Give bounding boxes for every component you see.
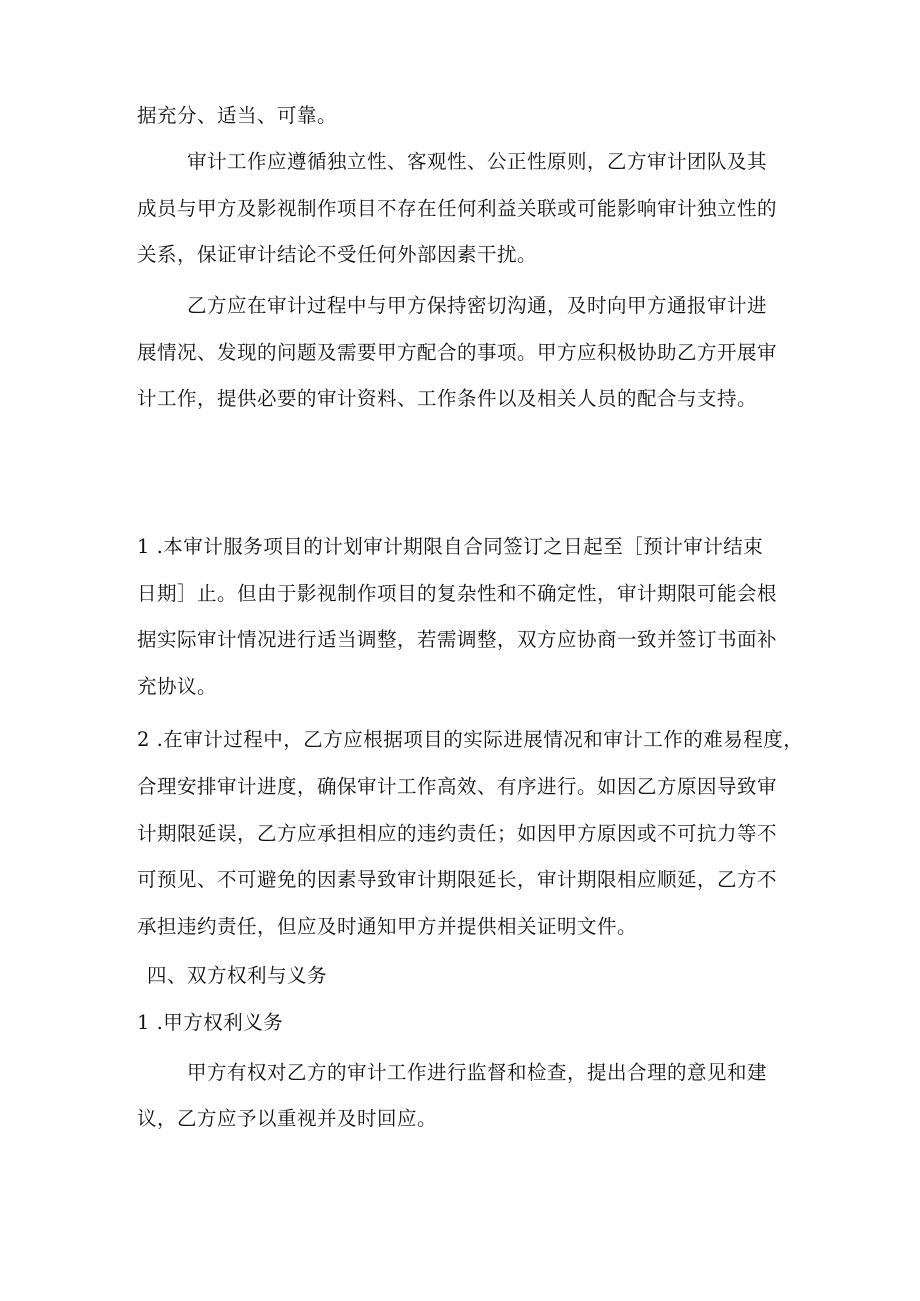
- item-2-line-4: 可预见、不可避免的因素导致审计期限延长，审计期限相应顺延，乙方不: [137, 868, 778, 891]
- section-heading: 四、双方权利与义务: [147, 964, 328, 987]
- paragraph-independence-line-1: 审计工作应遵循独立性、客观性、公正性原则，乙方审计团队及其: [187, 150, 768, 173]
- paragraph-communication-line-2: 展情况、发现的问题及需要甲方配合的事项。甲方应积极协助乙方开展审: [137, 341, 778, 364]
- paragraph-continuation: 据充分、适当、可靠。: [137, 104, 338, 127]
- item-2-line-1: 2 .在审计过程中，乙方应根据项目的实际进展情况和审计工作的难易程度，: [137, 728, 804, 751]
- paragraph-independence-line-3: 关系，保证审计结论不受任何外部因素干扰。: [137, 243, 538, 266]
- paragraph-party-a-line-1: 甲方有权对乙方的审计工作进行监督和检查，提出合理的意见和建: [187, 1061, 768, 1084]
- item-1-line-3: 据实际审计情况进行适当调整，若需调整，双方应协商一致并签订书面补: [137, 628, 778, 651]
- subheading-party-a: 1 .甲方权利义务: [137, 1011, 284, 1034]
- item-1-line-4: 充协议。: [137, 675, 218, 698]
- item-2-line-2: 合理安排审计进度，确保审计工作高效、有序进行。如因乙方原因导致审: [137, 775, 778, 798]
- item-2-line-5: 承担违约责任，但应及时通知甲方并提供相关证明文件。: [137, 915, 638, 938]
- item-1-line-1: 1 .本审计服务项目的计划审计期限自合同签订之日起至［预计审计结束: [137, 535, 764, 558]
- paragraph-communication-line-3: 计工作，提供必要的审计资料、工作条件以及相关人员的配合与支持。: [137, 387, 758, 410]
- paragraph-party-a-line-2: 议，乙方应予以重视并及时回应。: [137, 1107, 438, 1130]
- paragraph-communication-line-1: 乙方应在审计过程中与甲方保持密切沟通，及时向甲方通报审计进: [187, 294, 768, 317]
- item-2-line-3: 计期限延误，乙方应承担相应的违约责任；如因甲方原因或不可抗力等不: [137, 822, 778, 845]
- paragraph-independence-line-2: 成员与甲方及影视制作项目不存在任何利益关联或可能影响审计独立性的: [137, 197, 778, 220]
- item-1-line-2: 日期］止。但由于影视制作项目的复杂性和不确定性，审计期限可能会根: [137, 582, 778, 605]
